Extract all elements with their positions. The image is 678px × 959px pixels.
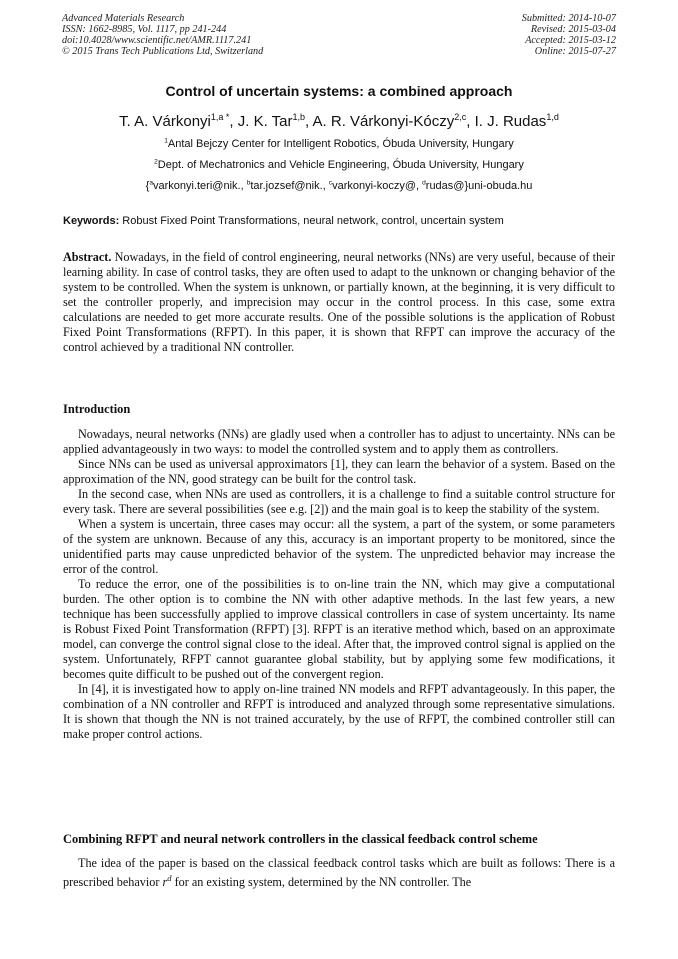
journal-doi: doi:10.4028/www.scientific.net/AMR.1117.241 — [62, 35, 252, 46]
combining-body — [63, 856, 615, 890]
date-submitted: Submitted: 2014-10-07 — [521, 13, 616, 24]
affiliation-2: $^2$Dept. of Mechatronics and Vehicle Engineering, Óbuda University, Hungary — [154, 158, 524, 171]
author-affiliation-mark: 1,b — [292, 112, 306, 122]
journal-info — [62, 13, 263, 57]
journal-copyright: © 2015 Trans Tech Publications Ltd, Switzerland — [62, 46, 264, 57]
abstract-text: Nowadays, in the field of control engineering, neural networks (NNs) are very useful, because of their learning ability. In case of control tasks, they are often used to adapt to the unknown or changing behavior of the system to be controlled. When the system is unknown, or partially known, at the beginning, it is very difficult to set the controller properly, and imprecision may occur in the control process. In this case, some extra calculations are needed to get more accurate results. One of the possible solutions is the application of Robust Fixed Point Transformations (RFPT). In this paper, it is shown that RFPT can improve the accuracy of the control achieved by a traditional NN controller. — [63, 250, 615, 354]
abstract — [63, 250, 615, 355]
author-emails: {$^a$varkonyi.teri@nik., $^b$tar.jozsef@nik., $^c$varkonyi-koczy@, $^d$rudas@}uni-obuda.hu — [145, 179, 533, 192]
author-affiliation-mark: 1,d — [546, 112, 559, 122]
paper-title: Control of uncertain systems: a combined approach — [165, 83, 513, 99]
journal-name: Advanced Materials Research — [62, 13, 185, 24]
section-heading-combining: Combining RFPT and neural network controllers in the classical feedback control scheme — [63, 832, 538, 846]
author-name: J. K. Tar — [237, 113, 293, 130]
paragraph: Nowadays, neural networks (NNs) are gladly used when a controller has to adjust to uncertainty. NNs can be applied advantageously in two ways: to model the controlled system and to apply them as controllers. — [63, 427, 615, 456]
introduction-body — [63, 427, 615, 742]
keywords-label: Keywords: — [63, 215, 120, 227]
journal-issn: ISSN: 1662-8985, Vol. 1117, pp 241-244 — [62, 24, 227, 35]
paragraph: In the second case, when NNs are used as controllers, it is a challenge to find a suitable control structure for every task. There are several possibilities (see e.g. [2]) and the main goal is to keep the stability of the system. — [63, 487, 615, 516]
author-name: T. A. Várkonyi — [119, 113, 211, 130]
paragraph: In [4], it is investigated how to apply on-line trained NN models and RFPT advantageously. In this paper, the combination of a NN controller and RFPT is introduced and analyzed through some representative simulations. It is shown that though the NN is not trained accurately, by the use of RFPT, the combined controller still can make proper control actions. — [63, 682, 615, 741]
keywords — [63, 215, 623, 227]
affiliation-1: $^1$Antal Bejczy Center for Intelligent Robotics, Óbuda University, Hungary — [164, 137, 514, 150]
author-list: T. A. Várkonyi$^{1,a *}$, J. K. Tar$^{1,b}$, A. R. Várkonyi-Kóczy$^{2,c}$, I. J. Rudas$^{1,d}$ — [119, 112, 559, 130]
math-symbol: $r^d$ — [162, 873, 172, 890]
submission-dates — [522, 13, 616, 57]
author-name: A. R. Várkonyi-Kóczy — [312, 113, 455, 130]
date-revised: Revised: 2015-03-04 — [530, 24, 616, 35]
paragraph: The idea of the paper is based on the classical feedback control tasks which are built as follows: There is a prescribed behavior $r^d$ for an existing system, determined by the NN controller. The — [63, 856, 615, 890]
section-heading-introduction: Introduction — [63, 402, 131, 416]
author-affiliation-mark: 2,c — [454, 112, 467, 122]
date-online: Online: 2015-07-27 — [534, 46, 616, 57]
abstract-label: Abstract. — [63, 250, 112, 264]
keywords-text: Robust Fixed Point Transformations, neural network, control, uncertain system — [119, 215, 504, 227]
date-accepted: Accepted: 2015-03-12 — [525, 35, 616, 46]
paragraph: Since NNs can be used as universal approximators [1], they can learn the behavior of a system. Based on the approximation of the NN, good strategy can be built for the control task. — [63, 457, 615, 486]
paragraph: When a system is uncertain, three cases may occur: all the system, a part of the system, or some parameters of the system are unknown. Because of any this, accuracy is an important property to be monitored, since the unidentified parts may cause unpredicted behavior of the system. The unpredicted behavior may increase the error of the control. — [63, 517, 615, 576]
author-affiliation-mark: 1,a * — [210, 112, 230, 122]
paragraph: To reduce the error, one of the possibilities is to on-line train the NN, which may give a computational burden. The other option is to combine the NN with other adaptive methods. In the last few years, a new technique has been successfully applied to improve classical controllers in case of system uncertainty. Its name is Robust Fixed Point Transformation (RFPT) [3]. RFPT is an iterative method which, based on an approximate model, can converge the control signal close to the ideal. After that, the improved control signal is applied on the system. Unfortunately, RFPT cannot guarantee global stability, but by applying some few modifications, it becomes quite difficult to be pushed out of the convergent region. — [63, 577, 615, 681]
author-name: I. J. Rudas — [474, 113, 547, 130]
